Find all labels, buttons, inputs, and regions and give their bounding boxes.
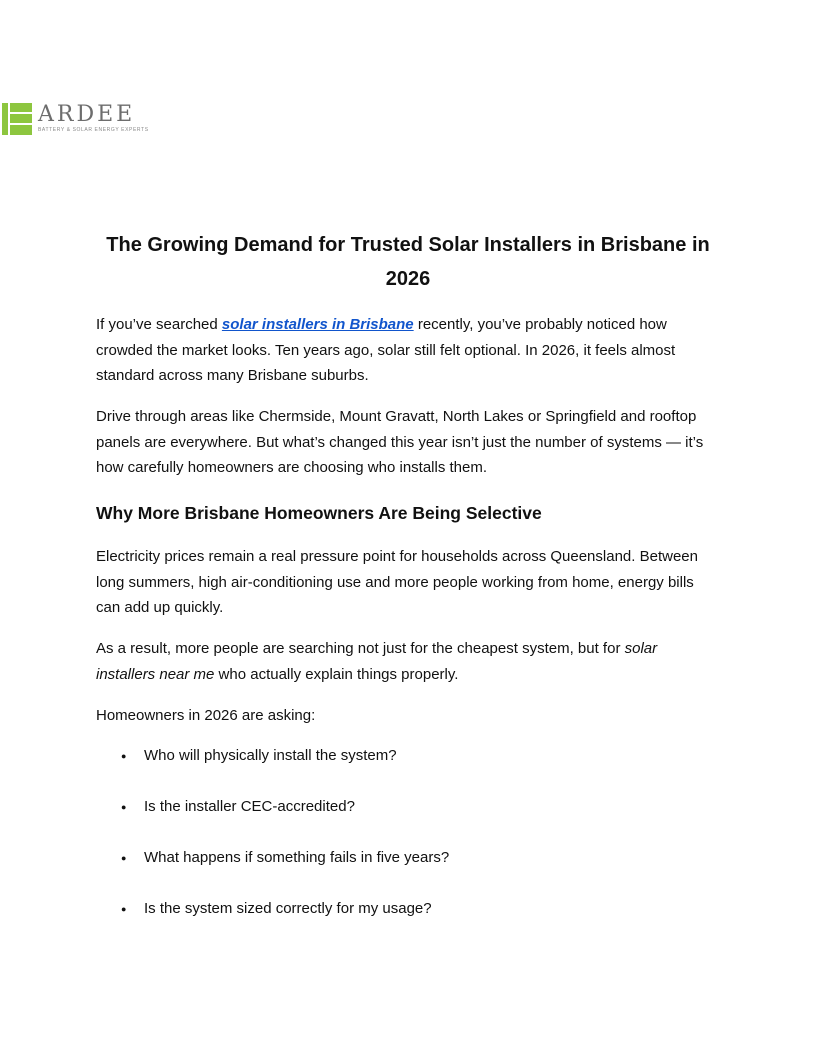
section-paragraph-2: As a result, more people are searching not just for the cheapest system, but for solar installers near me who actually explain things properly. <box>96 640 658 683</box>
logo-tagline: BATTERY & SOLAR ENERGY EXPERTS <box>38 127 149 133</box>
intro-paragraph-1: If you’ve searched solar installers in Brisbane recently, you’ve probably noticed how crowded the market looks. Ten years ago, solar still felt optional. In 2026, it feels almost standard across many Brisbane suburbs. <box>96 316 676 384</box>
section-heading: Why More Brisbane Homeowners Are Being Selective <box>96 503 542 523</box>
list-item: ● Is the installer CEC-accredited? <box>144 797 355 817</box>
brand-logo <box>2 103 149 135</box>
list-item: ● Who will physically install the system? <box>144 746 397 766</box>
document-title: The Growing Demand for Trusted Solar Installers in Brisbane in 2026 <box>106 234 710 290</box>
list-item: ● What happens if something fails in five years? <box>144 848 449 868</box>
intro-paragraph-2: Drive through areas like Chermside, Mount Gravatt, North Lakes or Springfield and rooftop panels are everywhere. But what’s changed this year isn’t just the number of systems — it’s how carefully homeowners are choosing who installs them. <box>96 408 704 476</box>
list-item: ● Is the system sized correctly for my usage? <box>144 899 432 919</box>
logo-wordmark: ARDEE <box>38 102 136 127</box>
section-paragraph-3: Homeowners in 2026 are asking: <box>96 707 316 724</box>
logo-mark-icon <box>2 103 32 135</box>
section-paragraph-1: Electricity prices remain a real pressure point for households across Queensland. Between long summers, high air-conditioning use and more people working from home, energy bills can add up quickly. <box>96 548 698 616</box>
solar-installers-link[interactable]: solar installers in Brisbane <box>221 316 414 333</box>
